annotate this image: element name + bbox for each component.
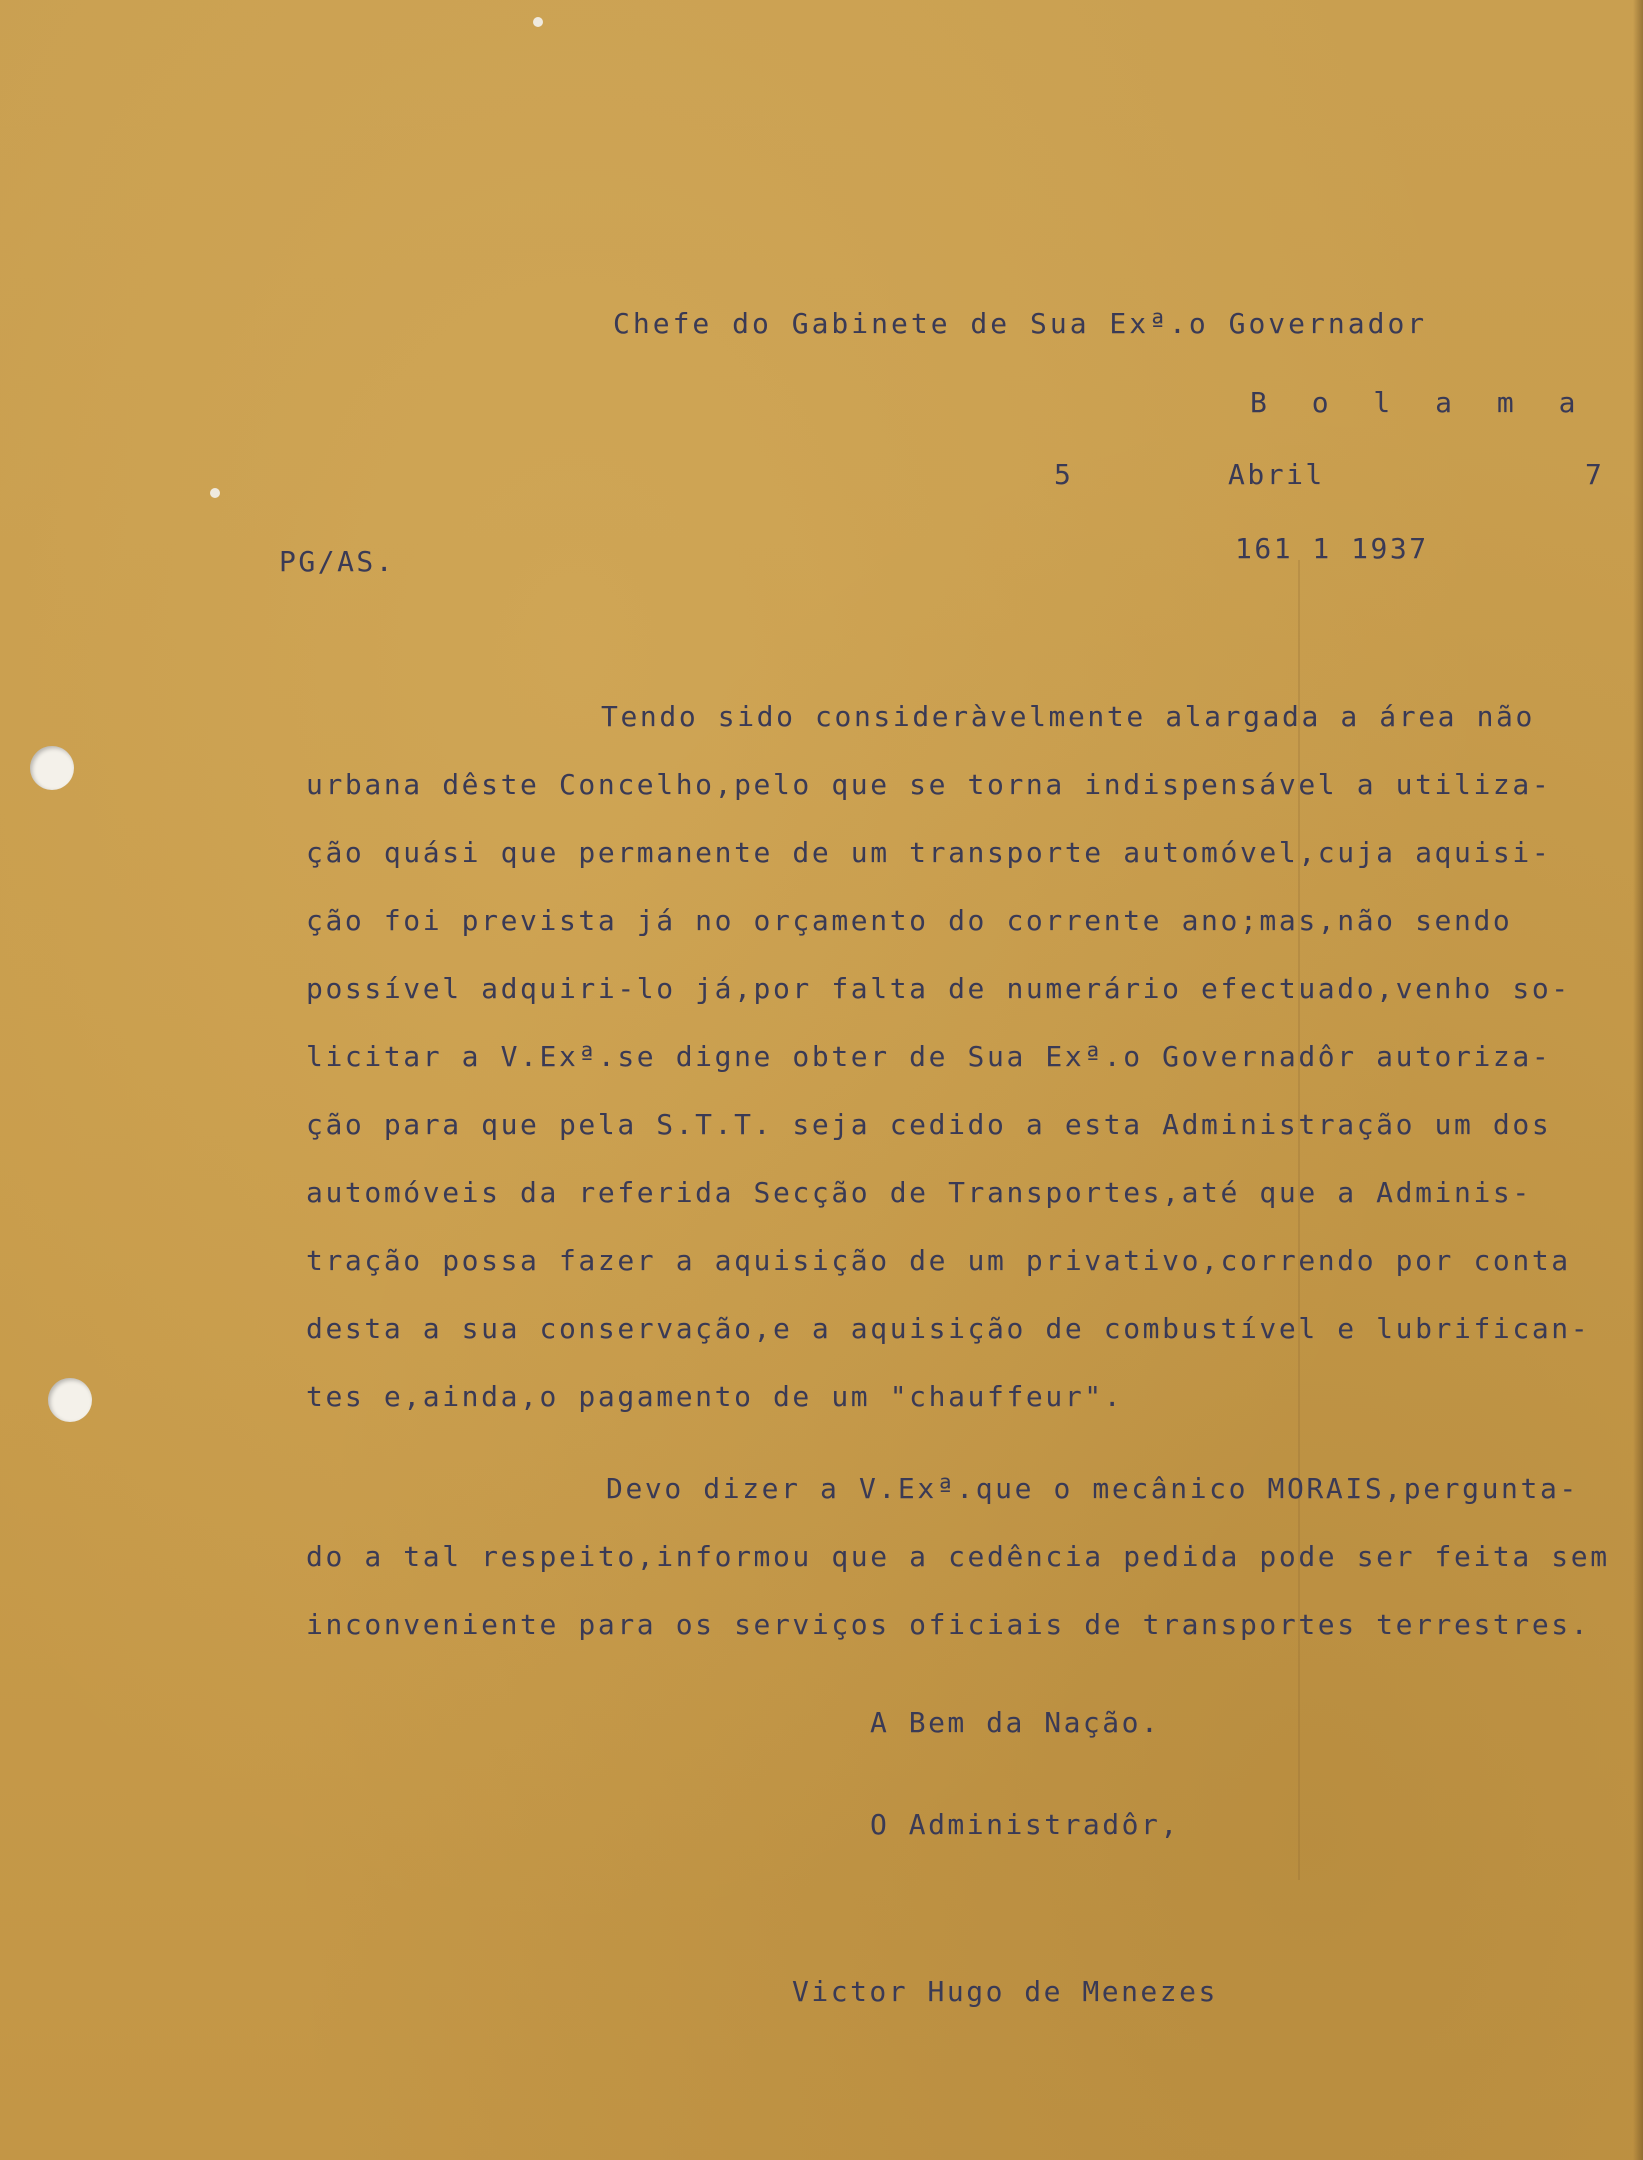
- page-edge-shadow: [1633, 0, 1643, 2160]
- date-year-digit: 7: [1585, 458, 1605, 491]
- signature-name: Victor Hugo de Menezes: [792, 1975, 1218, 2008]
- paper-speck: [533, 17, 543, 27]
- body-line: tes e,ainda,o pagamento de um "chauffeur".: [306, 1380, 1124, 1413]
- body-line: possível adquiri-lo já,por falta de numerário efectuado,venho so-: [306, 972, 1571, 1005]
- reference-number: 161 1 1937: [1235, 532, 1429, 565]
- body-line: ção foi prevista já no orçamento do corrente ano;mas,não sendo: [306, 904, 1513, 937]
- body-line: desta a sua conservação,e a aquisição de combustível e lubrifican-: [306, 1312, 1591, 1345]
- body-line: do a tal respeito,informou que a cedência pedida pode ser feita sem: [306, 1540, 1610, 1573]
- punch-hole-upper: [30, 746, 74, 790]
- body-line: automóveis da referida Secção de Transportes,até que a Adminis-: [306, 1176, 1532, 1209]
- reference-code: PG/AS.: [279, 545, 396, 578]
- body-line: urbana dêste Concelho,pelo que se torna indispensável a utiliza-: [306, 768, 1552, 801]
- closing-title: O Administradôr,: [870, 1808, 1180, 1841]
- body-line: Devo dizer a V.Exª.que o mecânico MORAIS,pergunta-: [606, 1472, 1579, 1505]
- body-line: ção quási que permanente de um transporte automóvel,cuja aquisi-: [306, 836, 1552, 869]
- body-line: inconveniente para os serviços oficiais de transportes terrestres.: [306, 1608, 1591, 1641]
- paper-crease: [1298, 560, 1300, 1880]
- city-line: B o l a m a: [1250, 386, 1590, 419]
- body-line: Tendo sido consideràvelmente alargada a área não: [601, 700, 1535, 733]
- body-line: ção para que pela S.T.T. seja cedido a esta Administração um dos: [306, 1108, 1552, 1141]
- paper-speck: [210, 488, 220, 498]
- closing-salutation: A Bem da Nação.: [870, 1706, 1161, 1739]
- punch-hole-lower: [48, 1378, 92, 1422]
- body-line: tração possa fazer a aquisição de um privativo,correndo por conta: [306, 1244, 1571, 1277]
- recipient-line: Chefe do Gabinete de Sua Exª.o Governador: [613, 307, 1428, 340]
- body-line: licitar a V.Exª.se digne obter de Sua Exª.o Governadôr autoriza-: [306, 1040, 1552, 1073]
- date-day: 5: [1054, 458, 1074, 491]
- date-month: Abril: [1228, 458, 1325, 491]
